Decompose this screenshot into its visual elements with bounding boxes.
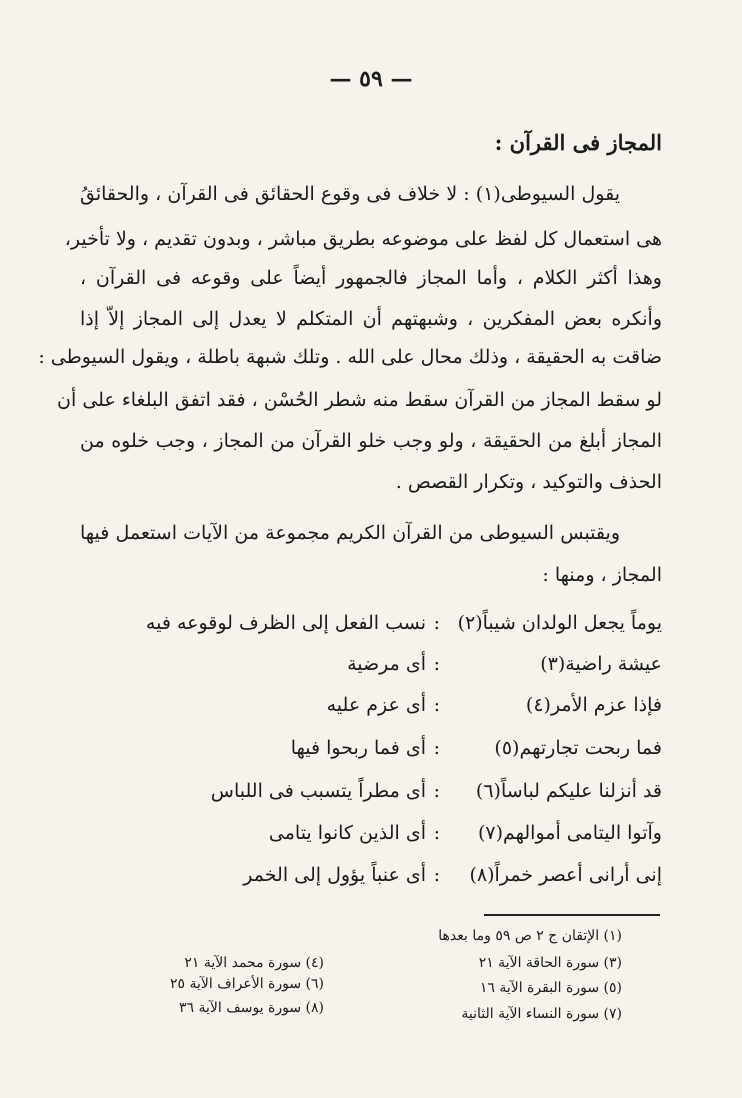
footnote-4: (٤) سورة محمد الآية ٢١ <box>184 955 324 971</box>
paragraph-line: ضاقت به الحقيقة ، وذلك محال على الله . وتلك شبهة باطلة ، ويقول السيوطى : <box>38 346 662 368</box>
example-row <box>80 612 662 646</box>
footnote-5: (٥) سورة البقرة الآية ١٦ <box>479 980 622 996</box>
example-phrase: فما ربحت تجارتهم(٥) <box>494 737 662 759</box>
example-phrase: قد أنزلنا عليكم لباساً(٦) <box>475 780 662 802</box>
example-row <box>80 694 662 728</box>
example-separator: : <box>433 780 440 802</box>
paragraph-line: الحذف والتوكيد ، وتكرار القصص . <box>395 471 662 493</box>
page-number: — ٥٩ — <box>329 66 413 92</box>
example-separator: : <box>433 653 440 675</box>
example-row <box>80 653 662 687</box>
example-meaning: نسب الفعل إلى الظرف لوقوعه فيه <box>145 612 426 634</box>
example-meaning: أى مرضية <box>347 653 426 675</box>
footnote-8: (٨) سورة يوسف الآية ٣٦ <box>179 1000 324 1016</box>
example-phrase: وآتوا اليتامى أموالهم(٧) <box>477 822 662 844</box>
example-row <box>80 737 662 771</box>
example-row <box>80 822 662 856</box>
example-meaning: أى فما ربحوا فيها <box>290 737 426 759</box>
example-phrase: إنى أرانى أعصر خمراً(٨) <box>469 864 662 886</box>
example-meaning: أى الذين كانوا يتامى <box>268 822 426 844</box>
paragraph-line: المجاز ، ومنها : <box>542 564 662 586</box>
paragraph-line: وهذا أكثر الكلام ، وأما المجاز فالجمهور أيضاً على وقوعه فى القرآن ، <box>80 267 662 289</box>
example-separator: : <box>433 737 440 759</box>
paragraph-line: ويقتبس السيوطى من القرآن الكريم مجموعة من الآيات استعمل فيها <box>80 522 620 544</box>
footnote-divider <box>484 914 660 916</box>
paragraph-line: يقول السيوطى(١) : لا خلاف فى وقوع الحقائق فى القرآن ، والحقائقُ <box>80 183 620 205</box>
footnote-1: (١) الإتقان ج ٢ ص ٥٩ وما بعدها <box>438 928 622 944</box>
footnote-7: (٧) سورة النساء الآية الثانية <box>461 1006 622 1022</box>
footnote-6: (٦) سورة الأعراف الآية ٢٥ <box>170 976 324 992</box>
example-separator: : <box>433 822 440 844</box>
paragraph-line: وأنكره بعض المفكرين ، وشبهتهم أن المتكلم لا يعدل إلى المجاز إلاّ إذا <box>80 308 662 330</box>
paragraph-line: لو سقط المجاز من القرآن سقط منه شطر الحُسْن ، فقد اتفق البلغاء على أن <box>57 389 662 411</box>
example-separator: : <box>433 694 440 716</box>
example-separator: : <box>433 612 440 634</box>
example-meaning: أى مطراً يتسبب فى اللباس <box>210 780 426 802</box>
section-heading: المجاز فى القرآن : <box>494 130 662 155</box>
example-row <box>80 780 662 814</box>
example-phrase: عيشة راضية(٣) <box>540 653 662 675</box>
example-separator: : <box>433 864 440 886</box>
example-phrase: فإذا عزم الأمر(٤) <box>525 694 662 716</box>
example-meaning: أى عنباً يؤول إلى الخمر <box>243 864 426 886</box>
paragraph-line: المجاز أبلغ من الحقيقة ، ولو وجب خلو القرآن من المجاز ، وجب خلوه من <box>80 430 662 452</box>
paragraph-line: هى استعمال كل لفظ على موضوعه بطريق مباشر ، وبدون تقديم ، ولا تأخير، <box>64 228 662 250</box>
example-phrase: يوماً يجعل الولدان شيباً(٢) <box>457 612 662 634</box>
example-meaning: أى عزم عليه <box>326 694 426 716</box>
example-row <box>80 864 662 898</box>
footnote-3: (٣) سورة الحاقة الآية ٢١ <box>478 955 622 971</box>
